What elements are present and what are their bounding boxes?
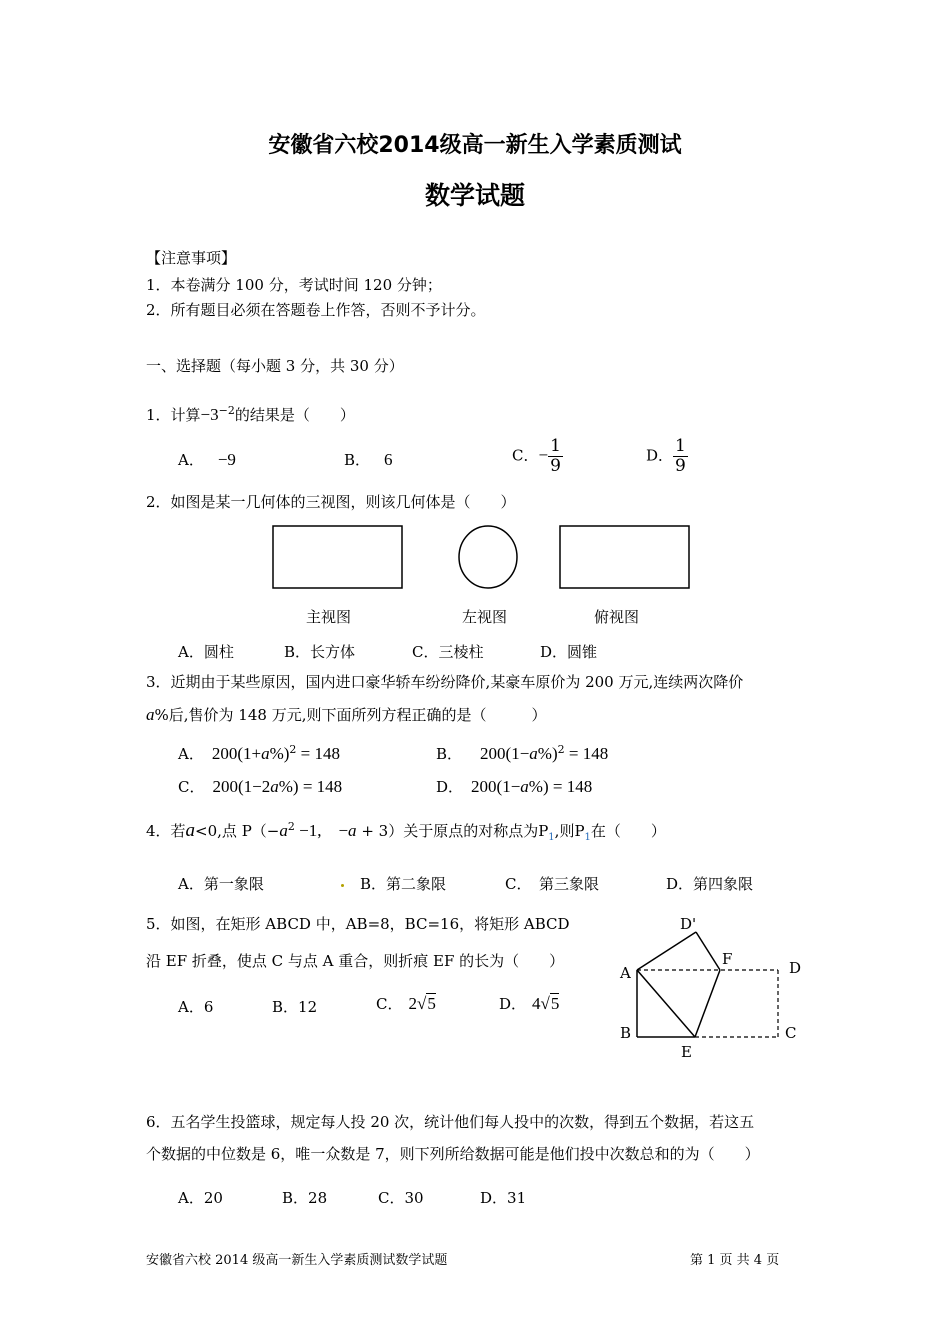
expr-post: %) bbox=[528, 777, 549, 796]
q5-option-d bbox=[499, 994, 559, 1014]
radicand: 5 bbox=[550, 994, 560, 1013]
option-label: B． bbox=[436, 745, 463, 763]
fraction bbox=[548, 437, 563, 476]
segment-ae bbox=[637, 970, 695, 1037]
question-3-line1: 3．近期由于某些原因，国内进口豪华轿车纷纷降价,某豪车原价为 200 万元,连续两次降价 bbox=[146, 673, 744, 691]
numerator: 1 bbox=[675, 436, 686, 456]
coefficient: 2 bbox=[408, 994, 417, 1013]
point-p1: P bbox=[538, 822, 549, 840]
variable: a bbox=[185, 820, 196, 841]
label-f: F bbox=[722, 950, 733, 968]
variable: a bbox=[146, 705, 155, 724]
expr-eq: = 148 bbox=[564, 744, 609, 763]
expr-pre: 200(1−2 bbox=[212, 777, 271, 796]
note-item: 2．所有题目必须在答题卷上作答，否则不予计分。 bbox=[146, 301, 486, 319]
option-label: C． bbox=[512, 446, 539, 465]
option-value: −9 bbox=[217, 450, 236, 469]
q5-option-a: A．6 bbox=[178, 998, 214, 1016]
option-label: C． bbox=[178, 778, 205, 796]
exponent: 2 bbox=[287, 820, 295, 833]
q4-option-c: C． 第三象限 bbox=[505, 875, 599, 893]
coefficient: 4 bbox=[532, 994, 541, 1013]
expr-post: %) bbox=[537, 744, 558, 763]
question-5-line2: 沿 EF 折叠，使点 C 与点 A 重合，则折痕 EF 的长为（ ） bbox=[146, 952, 565, 970]
note-item: 1．本卷满分 100 分，考试时间 120 分钟； bbox=[146, 276, 442, 294]
fraction bbox=[673, 437, 688, 476]
option-label: B． bbox=[344, 451, 371, 469]
view-label-side: 左视图 bbox=[462, 608, 508, 626]
label-e: E bbox=[681, 1043, 692, 1061]
segment-ad-prime bbox=[637, 932, 696, 970]
q2-option-b: B．长方体 bbox=[284, 643, 356, 661]
stray-dot bbox=[341, 884, 344, 887]
denominator: 9 bbox=[675, 456, 686, 476]
segment-fe bbox=[695, 970, 720, 1037]
label-d: D bbox=[789, 959, 802, 977]
q1-option-c bbox=[512, 437, 563, 476]
q1-option-d bbox=[646, 437, 688, 476]
sqrt-icon: √ bbox=[416, 994, 427, 1013]
q1-expr: −3 bbox=[200, 405, 219, 424]
q4-mid: −1, − bbox=[294, 821, 349, 840]
q4-then: ,则 bbox=[554, 822, 575, 840]
denominator: 9 bbox=[550, 456, 561, 476]
footer-left: 安徽省六校 2014 级高一新生入学素质测试数学试题 bbox=[146, 1253, 448, 1268]
q2-option-d: D．圆锥 bbox=[540, 643, 598, 661]
view-label-top: 俯视图 bbox=[594, 608, 640, 626]
question-3-line2 bbox=[146, 705, 546, 725]
question-2: 2．如图是某一几何体的三视图，则该几何体是（ ） bbox=[146, 493, 516, 511]
q4-end: 在（ ） bbox=[590, 822, 666, 840]
variable: a bbox=[270, 777, 279, 796]
q5-option-b: B．12 bbox=[272, 998, 318, 1016]
top-view-rect bbox=[560, 526, 689, 588]
q3-option-d bbox=[436, 777, 592, 797]
q4-tail: + 3）关于原点的对称点为 bbox=[356, 822, 539, 840]
expr-pre: 200(1+ bbox=[211, 744, 262, 763]
q5-option-c bbox=[376, 994, 436, 1014]
label-b: B bbox=[620, 1024, 632, 1042]
expr-post: %) bbox=[278, 777, 299, 796]
expr-eq: = 148 bbox=[296, 744, 341, 763]
exponent: 2 bbox=[289, 743, 297, 756]
variable: a bbox=[348, 821, 357, 840]
variable: a bbox=[261, 744, 270, 763]
numerator: 1 bbox=[550, 436, 561, 456]
three-views-figure bbox=[270, 522, 695, 592]
page-title: 安徽省六校2014级高一新生入学素质测试 bbox=[268, 133, 682, 158]
question-1 bbox=[146, 401, 355, 425]
radicand: 5 bbox=[427, 994, 436, 1013]
q1-prefix: 1．计算 bbox=[146, 406, 201, 424]
point-p1: P bbox=[574, 822, 585, 840]
segment-dprime-f bbox=[696, 932, 720, 970]
sqrt-icon: √ bbox=[540, 994, 550, 1013]
view-label-front: 主视图 bbox=[306, 608, 352, 626]
option-label: A． bbox=[178, 745, 204, 763]
expr-eq: = 148 bbox=[298, 777, 343, 796]
section-heading: 一、选择题（每小题 3 分，共 30 分） bbox=[146, 357, 404, 375]
option-sign: − bbox=[538, 445, 549, 465]
footer-page-number: 第 1 页 共 4 页 bbox=[690, 1253, 780, 1268]
q1-option-a bbox=[178, 450, 236, 470]
variable: a bbox=[279, 821, 288, 840]
q4-option-a: A．第一象限 bbox=[178, 875, 264, 893]
option-label: D． bbox=[646, 446, 674, 465]
q1-exponent: −2 bbox=[218, 404, 235, 417]
q4-option-d: D．第四象限 bbox=[666, 875, 754, 893]
expr-post: %) bbox=[269, 744, 290, 763]
option-label: A． bbox=[178, 451, 204, 469]
subscript: 1 bbox=[548, 832, 555, 843]
option-label: C． bbox=[376, 995, 403, 1013]
q3-option-c bbox=[178, 777, 342, 797]
label-a: A bbox=[620, 964, 631, 982]
front-view-rect bbox=[273, 526, 402, 588]
q6-option-a: A．20 bbox=[178, 1189, 223, 1207]
label-c: C bbox=[785, 1024, 797, 1042]
variable: a bbox=[529, 744, 538, 763]
exponent: 2 bbox=[557, 743, 565, 756]
question-6-line1: 6．五名学生投篮球，规定每人投 20 次，统计他们每人投中的次数，得到五个数据，若这五 bbox=[146, 1113, 755, 1131]
question-6-line2: 个数据的中位数是 6，唯一众数是 7，则下列所给数据可能是他们投中次数总和的为（ ） bbox=[146, 1145, 760, 1163]
q1-suffix: 的结果是（ ） bbox=[234, 406, 355, 424]
notes-heading: 【注意事项】 bbox=[146, 249, 237, 267]
question-5-line1: 5．如图，在矩形 ABCD 中，AB=8，BC=16，将矩形 ABCD bbox=[146, 915, 570, 933]
option-label: D． bbox=[499, 995, 527, 1013]
page-subtitle: 数学试题 bbox=[424, 181, 525, 210]
q6-option-b: B．28 bbox=[282, 1189, 328, 1207]
side-view-circle bbox=[459, 526, 517, 588]
expr-eq: = 148 bbox=[548, 777, 593, 796]
q4-option-b: B．第二象限 bbox=[360, 875, 447, 893]
q3-option-b bbox=[436, 740, 608, 764]
q3-option-a bbox=[178, 740, 340, 764]
variable: a bbox=[520, 777, 529, 796]
subscript: 1 bbox=[584, 832, 591, 843]
expr-pre: 200(1− bbox=[471, 777, 521, 796]
option-value: 6 bbox=[384, 450, 393, 469]
line-text: %后,售价为 148 万元,则下面所列方程正确的是（ ） bbox=[154, 706, 547, 724]
q6-option-c: C．30 bbox=[378, 1189, 424, 1207]
q4-prefix: 4．若 bbox=[146, 822, 186, 840]
expr-pre: 200(1− bbox=[480, 744, 530, 763]
question-4 bbox=[146, 817, 666, 848]
q4-cond: <0,点 P（− bbox=[195, 822, 280, 840]
q6-option-d: D．31 bbox=[480, 1189, 527, 1207]
q2-option-c: C．三棱柱 bbox=[412, 643, 484, 661]
label-d-prime: D' bbox=[680, 915, 697, 933]
q2-option-a: A．圆柱 bbox=[178, 643, 234, 661]
option-label: D． bbox=[436, 778, 464, 796]
q1-option-b bbox=[344, 450, 393, 470]
